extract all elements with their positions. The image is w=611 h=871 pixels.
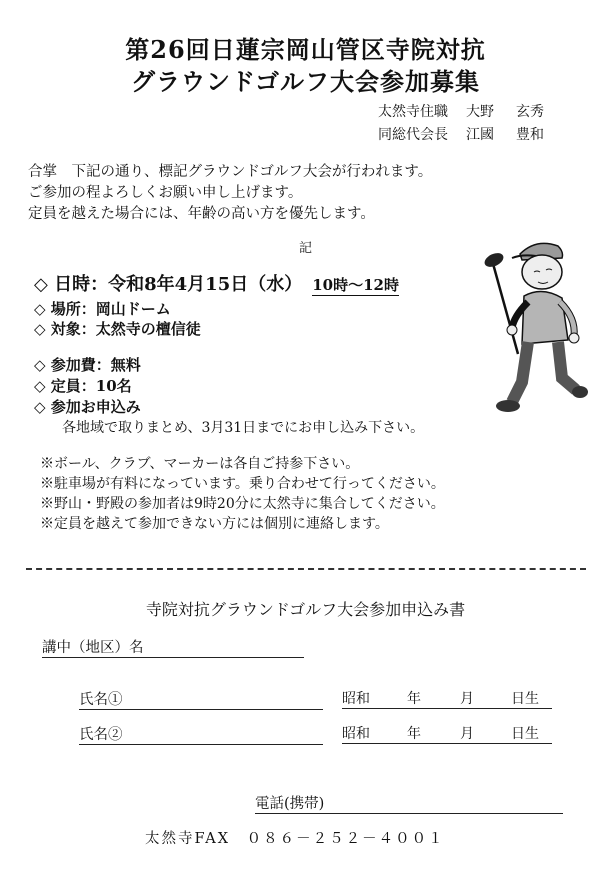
born-label: 日生: [511, 691, 539, 707]
datetime-time: 10時～12時: [312, 276, 399, 294]
detail-datetime: [34, 270, 399, 296]
signatory-surname: 江國: [466, 127, 494, 143]
phone-field[interactable]: [255, 792, 563, 814]
name1-field[interactable]: [79, 688, 323, 710]
golfer-icon: [478, 232, 588, 422]
year-label: 年: [407, 726, 421, 742]
month-label: 月: [460, 691, 474, 707]
note-2: ※駐車場が有料になっています。乗り合わせて行ってください。: [40, 476, 445, 492]
fee-text: 参加費：無料: [50, 356, 141, 374]
birthdate2-field[interactable]: [342, 723, 552, 744]
fax-number: 太然寺FAX ０８６－２５２－４００１: [145, 831, 445, 847]
diamond-bullet-icon: ◇: [34, 377, 46, 395]
cut-line: [26, 568, 586, 570]
apply-label: 参加お申込み: [50, 398, 141, 416]
page-title-line1: 第26回日蓮宗岡山管区寺院対抗: [125, 35, 486, 64]
note-1: ※ボール、クラブ、マーカーは各自ご持参下さい。: [40, 456, 360, 472]
note-4: ※定員を越えて参加できない方には個別に連絡します。: [40, 516, 389, 532]
era-label: 昭和: [342, 691, 370, 707]
datetime-label: 日時：令和8年4月15日（水）: [54, 274, 303, 295]
year-label: 年: [407, 691, 421, 707]
detail-fee: [34, 354, 141, 375]
signatory-1: [378, 101, 544, 121]
intro-line-1: 合掌 下記の通り、標記グラウンドゴルフ大会が行われます。: [28, 164, 433, 180]
district-field[interactable]: [42, 636, 304, 658]
signatory-role: 太然寺住職: [378, 104, 448, 120]
note-3: ※野山・野殿の参加者は9時20分に太然寺に集合してください。: [40, 496, 445, 512]
signatory-2: [378, 124, 544, 144]
signatory-given: 豊和: [516, 127, 544, 143]
detail-place: [34, 298, 171, 319]
born-label: 日生: [511, 726, 539, 742]
capacity-text: 定員：10名: [50, 377, 132, 395]
district-label: 講中（地区）名: [42, 640, 144, 656]
name1-label: 氏名①: [79, 692, 123, 708]
intro-line-3: 定員を越えた場合には、年齢の高い方を優先します。: [28, 206, 375, 222]
form-title: 寺院対抗グラウンドゴルフ大会参加申込み書: [145, 600, 466, 619]
diamond-bullet-icon: ◇: [34, 356, 46, 374]
detail-apply: [34, 396, 141, 417]
target-text: 対象：太然寺の檀信徒: [50, 320, 201, 338]
detail-capacity: [34, 375, 132, 396]
signatory-given: 玄秀: [516, 104, 544, 120]
phone-label: 電話(携帯): [255, 796, 325, 812]
signatory-surname: 大野: [466, 104, 494, 120]
diamond-bullet-icon: ◇: [34, 320, 46, 338]
intro-line-2: ご参加の程よろしくお願い申し上げます。: [28, 185, 303, 201]
ki-heading: 記: [298, 241, 312, 256]
era-label: 昭和: [342, 726, 370, 742]
page-title-line2: グラウンドゴルフ大会参加募集: [130, 67, 481, 96]
name2-label: 氏名②: [79, 727, 123, 743]
apply-text: 各地域で取りまとめ、3月31日までにお申し込み下さい。: [62, 420, 425, 436]
name2-field[interactable]: [79, 723, 323, 745]
signatory-role: 同総代会長: [378, 127, 448, 143]
detail-target: [34, 318, 201, 339]
diamond-bullet-icon: ◇: [34, 300, 46, 318]
place-text: 場所：岡山ドーム: [50, 300, 171, 318]
month-label: 月: [460, 726, 474, 742]
diamond-bullet-icon: ◇: [34, 274, 48, 295]
birthdate1-field[interactable]: [342, 688, 552, 709]
diamond-bullet-icon: ◇: [34, 398, 46, 416]
